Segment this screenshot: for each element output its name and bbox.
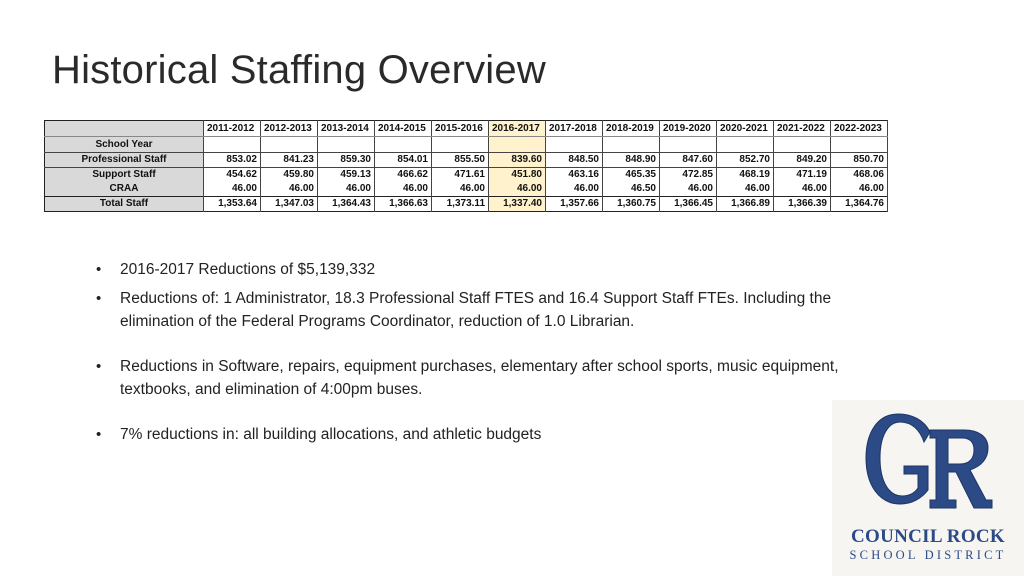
table-cell: 471.19 xyxy=(774,168,831,183)
year-header-cell: 2011-2012 xyxy=(204,121,261,137)
table-cell: 46.00 xyxy=(318,182,375,197)
table-row-professional-staff xyxy=(45,153,888,168)
year-header-cell: 2012-2013 xyxy=(261,121,318,137)
table-cell: 459.13 xyxy=(318,168,375,183)
table-cell: 859.30 xyxy=(318,153,375,168)
bullet-item: • Reductions of: 1 Administrator, 18.3 Professional Staff FTES and 16.4 Support Staff FTEs. Including the elimination of the Federal Programs Coordinator, reduction of 1.0 Librarian. xyxy=(94,287,894,333)
table-row-total-staff xyxy=(45,197,888,212)
year-header-cell: 2015-2016 xyxy=(432,121,489,137)
table-cell: 472.85 xyxy=(660,168,717,183)
table-cell: 46.00 xyxy=(831,182,888,197)
table-cell: 853.02 xyxy=(204,153,261,168)
table-cell: 465.35 xyxy=(603,168,660,183)
table-cell: 1,364.43 xyxy=(318,197,375,212)
table-row-craa xyxy=(45,182,888,197)
table-cell: 468.19 xyxy=(717,168,774,183)
table-cell: 850.70 xyxy=(831,153,888,168)
table-cell: 848.90 xyxy=(603,153,660,168)
year-header-cell: 2018-2019 xyxy=(603,121,660,137)
table-cell: 454.62 xyxy=(204,168,261,183)
table-cell: 466.62 xyxy=(375,168,432,183)
table-cell: 1,347.03 xyxy=(261,197,318,212)
table-cell: 1,364.76 xyxy=(831,197,888,212)
table-cell-highlighted: 46.00 xyxy=(489,182,546,197)
table-cell: 841.23 xyxy=(261,153,318,168)
table-cell: 46.00 xyxy=(375,182,432,197)
table-cell: 1,366.39 xyxy=(774,197,831,212)
table-cell: 459.80 xyxy=(261,168,318,183)
table-cell: 46.00 xyxy=(261,182,318,197)
table-cell-highlighted: 839.60 xyxy=(489,153,546,168)
table-cell: 46.00 xyxy=(546,182,603,197)
table-cell: 471.61 xyxy=(432,168,489,183)
logo-subtitle: SCHOOL DISTRICT xyxy=(849,548,1007,562)
school-year-row xyxy=(45,137,888,153)
table-cell: 848.50 xyxy=(546,153,603,168)
logo-name: COUNCIL ROCK xyxy=(850,526,1006,547)
table-cell: 855.50 xyxy=(432,153,489,168)
table-cell: 46.00 xyxy=(774,182,831,197)
table-cell: 1,357.66 xyxy=(546,197,603,212)
table-cell: 46.00 xyxy=(660,182,717,197)
year-header-cell-highlighted: 2016-2017 xyxy=(489,121,546,137)
year-header-cell: 2022-2023 xyxy=(831,121,888,137)
table-cell-highlighted: 1,337.40 xyxy=(489,197,546,212)
row-label: Total Staff xyxy=(45,197,204,212)
table-cell: 1,366.45 xyxy=(660,197,717,212)
table-cell: 849.20 xyxy=(774,153,831,168)
bullet-item: • 7% reductions in: all building allocations, and athletic budgets xyxy=(94,423,894,446)
table-cell: 1,373.11 xyxy=(432,197,489,212)
table-cell: 1,366.89 xyxy=(717,197,774,212)
cr-monogram-icon xyxy=(832,400,1024,530)
table-cell: 46.00 xyxy=(717,182,774,197)
year-header-cell: 2020-2021 xyxy=(717,121,774,137)
year-header-cell: 2019-2020 xyxy=(660,121,717,137)
table-cell: 847.60 xyxy=(660,153,717,168)
row-label: Support Staff xyxy=(45,168,204,183)
year-header-cell: 2013-2014 xyxy=(318,121,375,137)
row-label: CRAA xyxy=(45,182,204,197)
table-cell: 1,353.64 xyxy=(204,197,261,212)
table-cell: 854.01 xyxy=(375,153,432,168)
bullet-list xyxy=(94,258,894,452)
staffing-table xyxy=(44,120,888,212)
table-corner xyxy=(45,121,204,137)
table-row-support-staff xyxy=(45,168,888,183)
bullet-item: • Reductions in Software, repairs, equipment purchases, elementary after school sports, music equipment, textbooks, and elimination of 4:00pm buses. xyxy=(94,355,894,401)
bullet-item: • 2016-2017 Reductions of $5,139,332 xyxy=(94,258,894,281)
table-cell: 46.50 xyxy=(603,182,660,197)
table-cell: 1,360.75 xyxy=(603,197,660,212)
year-header-cell: 2014-2015 xyxy=(375,121,432,137)
slide-title: Historical Staffing Overview xyxy=(52,48,546,92)
table-cell: 46.00 xyxy=(204,182,261,197)
school-year-label: School Year xyxy=(45,137,204,153)
table-cell: 46.00 xyxy=(432,182,489,197)
table-cell: 1,366.63 xyxy=(375,197,432,212)
year-header-cell: 2021-2022 xyxy=(774,121,831,137)
year-header-cell: 2017-2018 xyxy=(546,121,603,137)
table-cell-highlighted: 451.80 xyxy=(489,168,546,183)
row-label: Professional Staff xyxy=(45,153,204,168)
table-cell: 463.16 xyxy=(546,168,603,183)
table-cell: 852.70 xyxy=(717,153,774,168)
district-logo xyxy=(832,400,1024,576)
table-cell: 468.06 xyxy=(831,168,888,183)
year-header-row xyxy=(45,121,888,137)
